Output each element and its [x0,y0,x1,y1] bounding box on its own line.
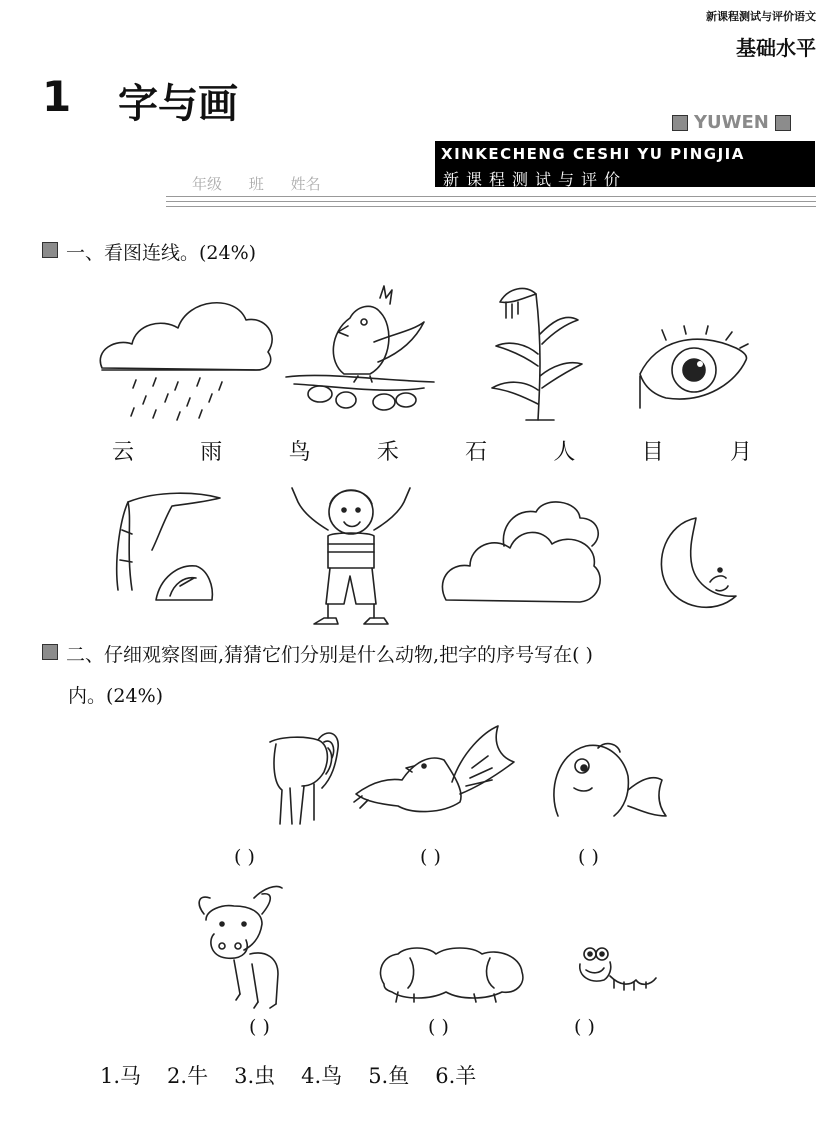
level-label: 基础水平 [736,36,816,60]
square-icon [672,115,688,131]
char-ren[interactable]: 人 [553,440,576,465]
char-yu[interactable]: 雨 [200,440,223,465]
char-yue[interactable]: 月 [729,440,752,465]
option-4: 4.鸟 [301,1064,343,1088]
rock-icon[interactable] [108,490,223,610]
answer-options [100,1060,476,1090]
worm-icon[interactable] [570,940,660,995]
bird-icon[interactable] [352,722,520,822]
character-row [112,435,752,466]
char-shi[interactable]: 石 [465,440,488,465]
class-field[interactable]: 班 [248,175,264,193]
fish-icon[interactable] [548,740,668,820]
brand-text: YUWEN [694,112,769,133]
lesson-title: 字与画 [118,81,238,127]
char-yun[interactable]: 云 [112,440,135,465]
square-icon [42,242,58,258]
series-title: 新课程测试与评价语文 [706,10,816,23]
answer-blank-sheep[interactable]: ( ) [428,1016,449,1038]
char-he[interactable]: 禾 [376,440,399,465]
square-icon [775,115,791,131]
q2-title-line1: 二、仔细观察图画,猜猜它们分别是什么动物,把字的序号写在( ) [66,644,593,666]
q1-title: 一、看图连线。(24%) [66,242,257,264]
banner-cn: 新课程测试与评价 [443,170,628,189]
student-fields [192,173,343,194]
divider [166,201,816,202]
eye-icon[interactable] [636,326,751,416]
lesson-number: 1 [42,72,72,121]
char-niao[interactable]: 鸟 [288,440,311,465]
option-6: 6.羊 [435,1064,477,1088]
rain-cloud-icon[interactable] [96,290,271,420]
cloud-icon[interactable] [440,496,605,616]
banner-en: XINKECHENG CESHI YU PINGJIA [441,145,745,163]
name-field[interactable]: 姓名 [290,175,321,193]
brand-label [672,112,791,133]
rice-plant-icon[interactable] [486,284,586,424]
q2-heading [42,640,822,667]
char-mu[interactable]: 目 [641,440,664,465]
option-3: 3.虫 [234,1064,276,1088]
answer-blank-worm[interactable]: ( ) [574,1016,595,1038]
option-2: 2.牛 [167,1064,209,1088]
answer-blank-fish[interactable]: ( ) [578,846,599,868]
answer-blank-cow[interactable]: ( ) [249,1016,270,1038]
answer-blank-bird[interactable]: ( ) [420,846,441,868]
moon-icon[interactable] [656,514,746,614]
bird-on-branch-icon[interactable] [284,282,439,422]
sheep-icon[interactable] [374,944,529,1004]
answer-blank-horse[interactable]: ( ) [234,846,255,868]
square-icon [42,644,58,660]
grade-field[interactable]: 年级 [192,175,223,193]
banner [435,141,815,187]
q2-title-line2: 内。(24%) [68,685,164,707]
boy-icon[interactable] [284,480,419,630]
divider [166,206,816,207]
cow-icon[interactable] [192,884,292,1014]
option-5: 5.鱼 [368,1064,410,1088]
horse-icon[interactable] [262,728,342,833]
q1-heading [42,238,256,265]
option-1: 1.马 [100,1064,142,1088]
divider [166,196,816,197]
